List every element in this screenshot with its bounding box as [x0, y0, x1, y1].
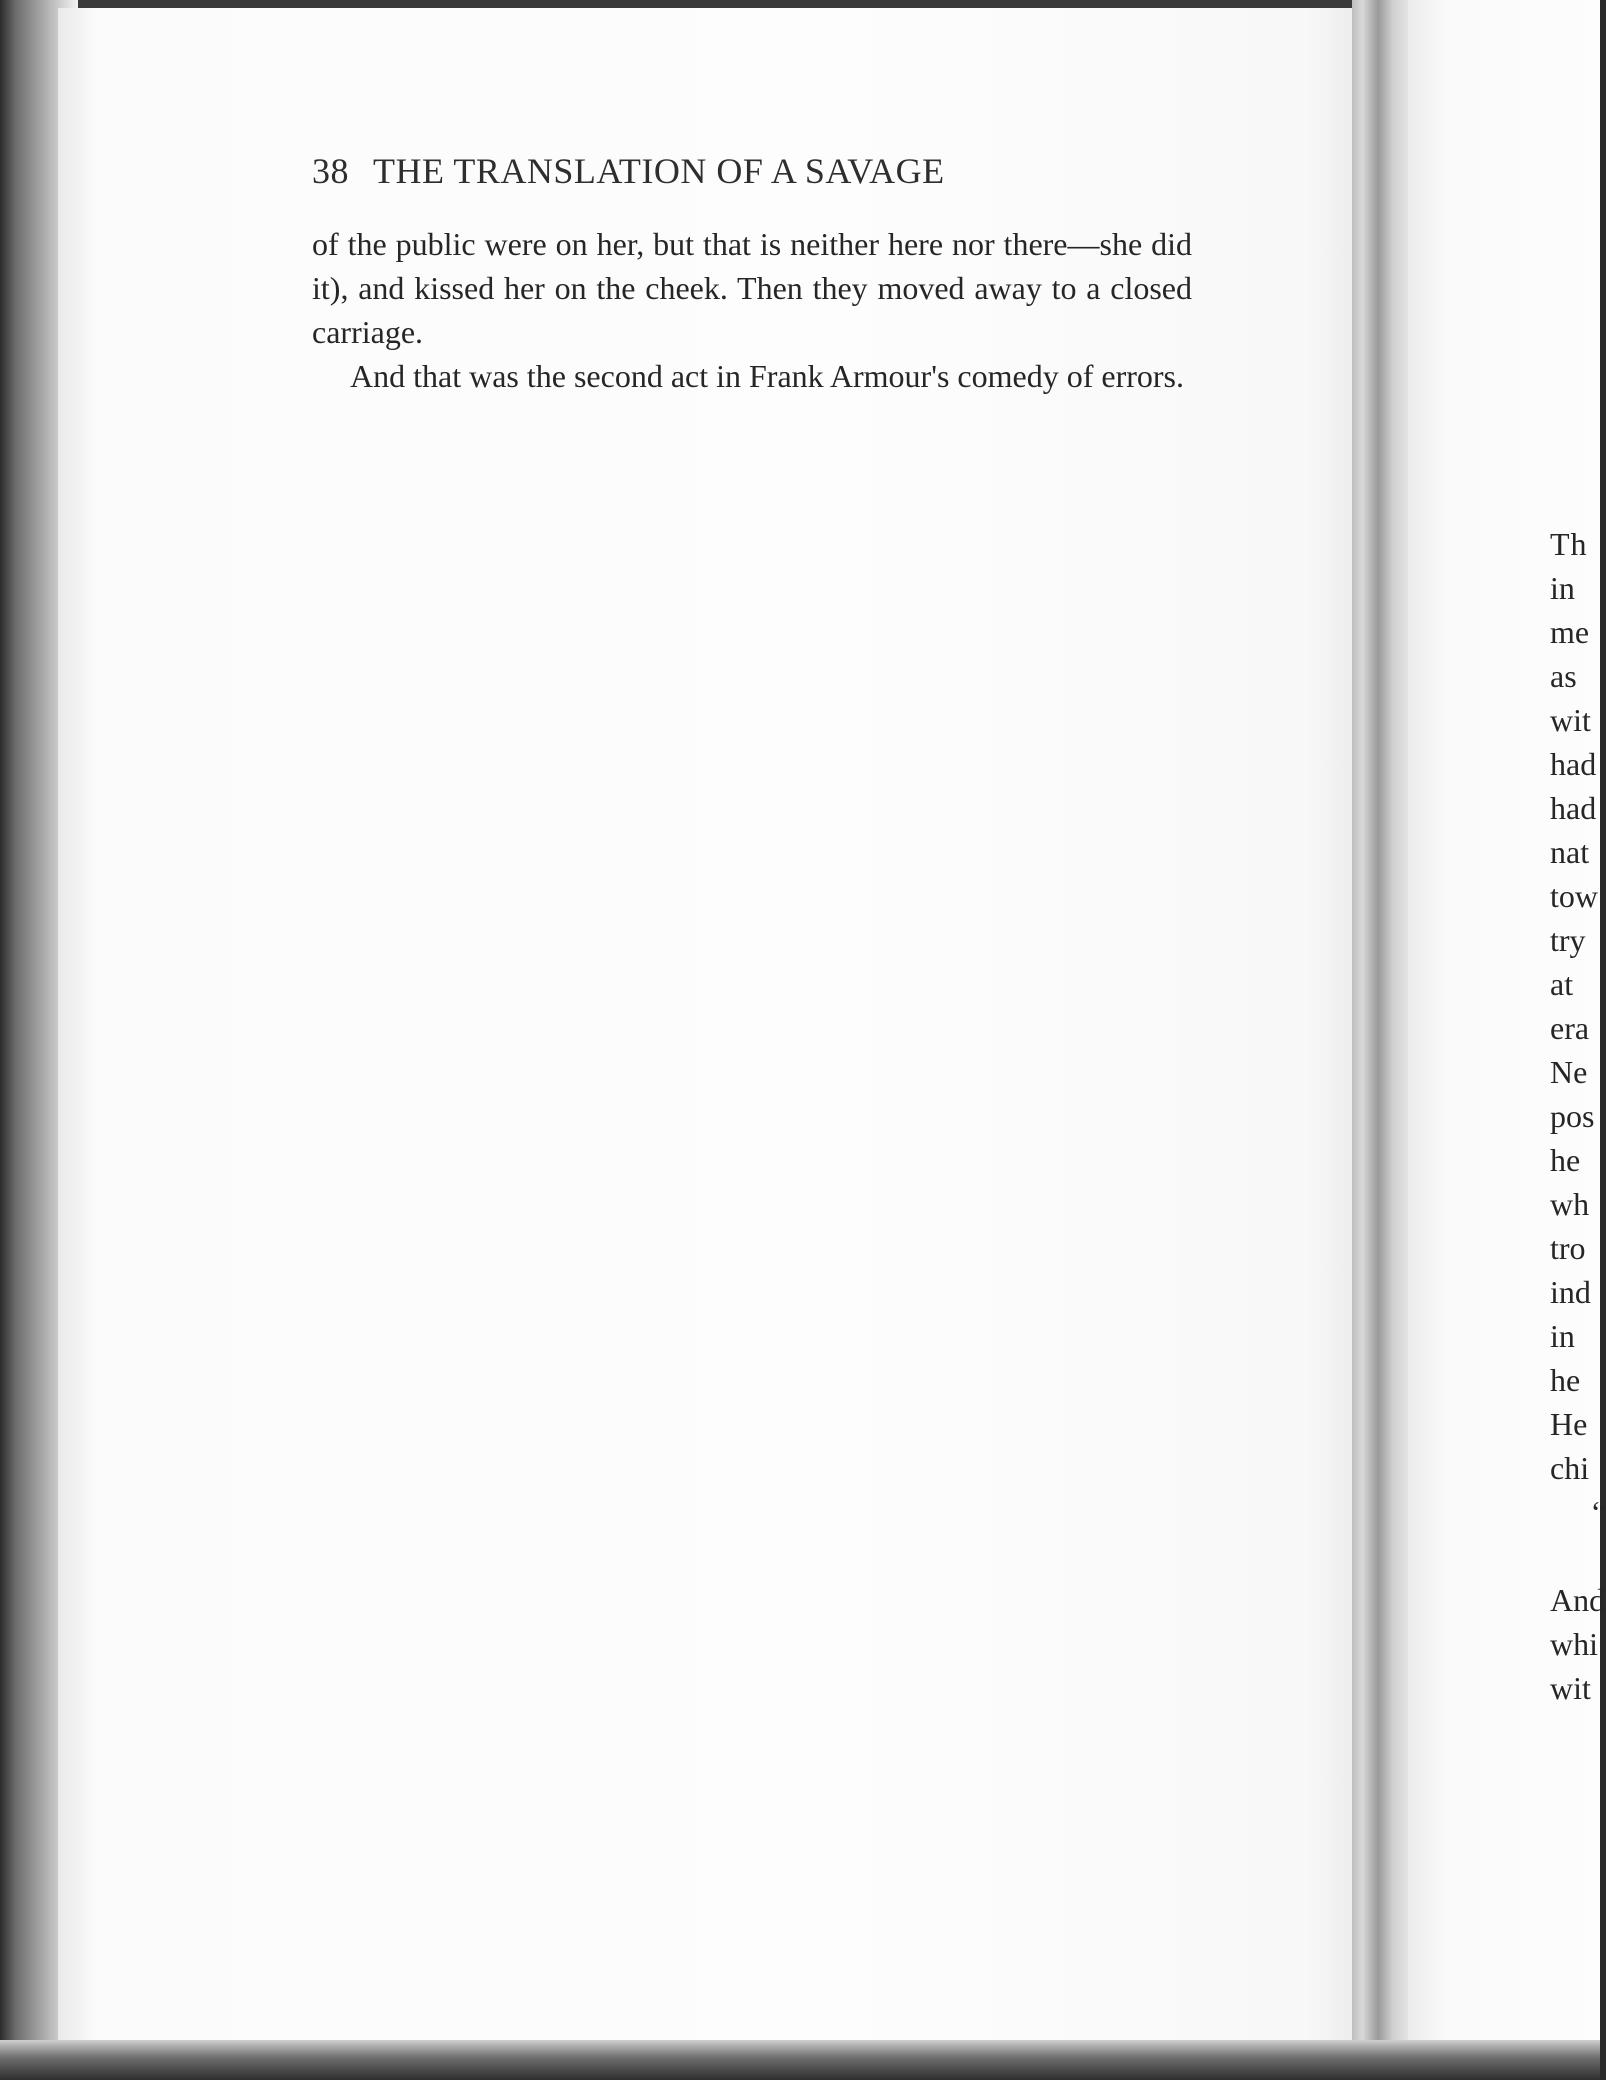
right-page-line-fragment: Th: [1550, 526, 1588, 562]
right-page-line-fragment: try: [1550, 922, 1586, 958]
right-page-line-fragment: tow: [1550, 878, 1598, 914]
right-page-line-fragment: Ne: [1550, 1054, 1588, 1090]
right-page-line-fragment: chi: [1550, 1450, 1590, 1486]
right-page-line-fragment: pos: [1550, 1098, 1595, 1134]
right-page-quote-fragment: “: [1592, 1494, 1606, 1530]
right-page-line-fragment: tro: [1550, 1230, 1586, 1266]
running-head-title: THE TRANSLATION OF A SAVAGE: [373, 151, 945, 191]
right-page-line-fragment: he: [1550, 1142, 1581, 1178]
paragraph: of the public were on her, but that is neither here nor there—she did it), and kissed her on the cheek. Then they moved away to a closed carriage.: [312, 226, 1192, 350]
right-page-line-fragment: And: [1550, 1582, 1606, 1618]
page-number: 38: [312, 151, 349, 191]
book-gutter: [1352, 0, 1410, 2080]
right-page-line-fragment: nat: [1550, 834, 1590, 870]
right-page-line-fragment: wh: [1550, 1186, 1590, 1222]
body-text: [312, 222, 1192, 398]
right-page-line-fragment: in: [1550, 1318, 1575, 1354]
right-page-line-fragment: in: [1550, 570, 1575, 606]
right-page-line-fragment: he: [1550, 1362, 1581, 1398]
paragraph-gap: [1550, 1534, 1606, 1578]
bottom-page-edge: [0, 2040, 1600, 2080]
paragraph: And that was the second act in Frank Armour's comedy of errors.: [350, 358, 1184, 394]
right-page-line-fragment: me: [1550, 614, 1590, 650]
right-page-line-fragment: at: [1550, 966, 1574, 1002]
right-page-line-fragment: ind: [1550, 1274, 1591, 1310]
right-page-line-fragment: era: [1550, 1010, 1590, 1046]
right-page-line-fragment: as: [1550, 658, 1577, 694]
running-head: [312, 150, 1192, 192]
right-page-line-fragment: He: [1550, 1406, 1588, 1442]
right-page-line-fragment: had: [1550, 746, 1597, 782]
right-page-line-fragment: wit: [1550, 1670, 1591, 1706]
right-page-line-fragment: whi: [1550, 1626, 1598, 1662]
right-page-text-fragments: [1550, 522, 1606, 1710]
right-page-line-fragment: wit: [1550, 702, 1591, 738]
right-page-line-fragment: had: [1550, 790, 1597, 826]
